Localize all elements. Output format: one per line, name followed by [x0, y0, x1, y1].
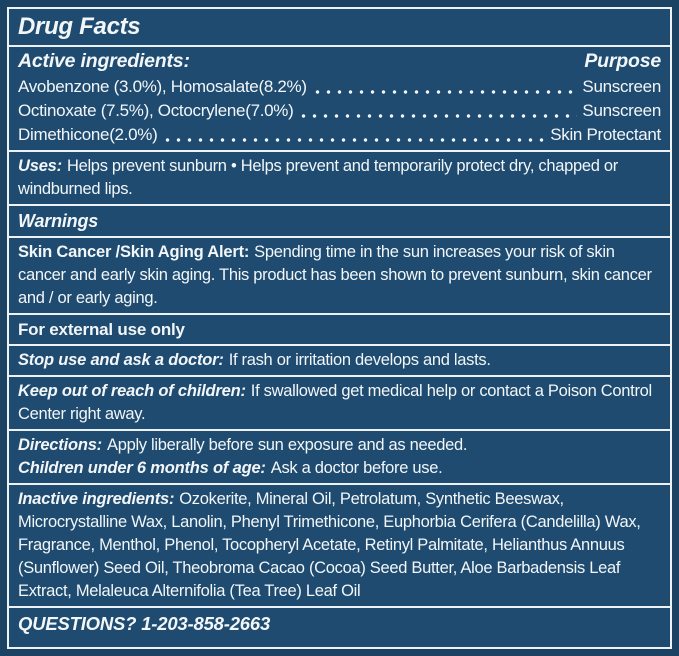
drug-facts-title: Drug Facts [18, 13, 141, 40]
ingredient-row [18, 99, 661, 123]
ingredient-purpose: Sunscreen [582, 101, 661, 120]
dot-leader [312, 75, 578, 99]
uses-section [9, 150, 670, 204]
questions-section [9, 606, 670, 639]
active-ingredients-header [18, 50, 661, 73]
inactive-ingredients-section [9, 483, 670, 606]
ingredient-purpose: Skin Protectant [550, 125, 661, 144]
stop-use-label: Stop use and ask a doctor: [18, 351, 224, 369]
drug-facts-panel [7, 7, 672, 649]
warnings-header: Warnings [18, 211, 99, 231]
keep-out-text: If swallowed get medical help or contact a Poison Control Center right away. [18, 382, 652, 423]
keep-out-label: Keep out of reach of children: [18, 382, 246, 400]
children-label: Children under 6 months of age: [18, 459, 266, 477]
ingredient-row [18, 75, 661, 99]
dot-leader [298, 99, 577, 123]
skin-alert-section [9, 236, 670, 313]
external-use-section [9, 313, 670, 344]
stop-use-section [9, 344, 670, 375]
uses-label: Uses: [18, 157, 62, 175]
ingredient-purpose: Sunscreen [582, 77, 661, 96]
dot-leader [162, 123, 545, 147]
inactive-ingredients-label: Inactive ingredients: [18, 490, 175, 508]
ingredient-name: Dimethicone(2.0%) [18, 125, 158, 144]
directions-text: Apply liberally before sun exposure and as needed. [106, 436, 468, 454]
ingredient-name: Octinoxate (7.5%), Octocrylene(7.0%) [18, 101, 294, 120]
skin-alert-text: Spending time in the sun increases your risk of skin cancer and early skin aging. This product has been shown to prevent sunburn, skin cancer and / or early aging. [18, 243, 652, 307]
directions-label: Directions: [18, 436, 102, 454]
keep-out-section [9, 375, 670, 429]
external-use-header: For external use only [18, 320, 185, 339]
directions-section [9, 429, 670, 483]
uses-text: Helps prevent sunburn • Helps prevent and temporarily protect dry, chapped or windburned lips. [18, 157, 618, 198]
inactive-ingredients-text: Ozokerite, Mineral Oil, Petrolatum, Synthetic Beeswax, Microcrystalline Wax, Lanolin, Phenyl Trimethicone, Euphorbia Cerifera (Candelilla) Wax, Fragrance, Menthol, Phenol, Tocopheryl Acetate, Retinyl Palmitate, Helianthus Annuus (Sunflower) Seed Oil, Theobroma Cacao (Cocoa) Seed Butter, Aloe Barbadensis Leaf Extract, Melaleuca Alternifolia (Tea Tree) Leaf Oil [18, 490, 641, 600]
skin-alert-label: Skin Cancer /Skin Aging Alert: [18, 243, 250, 261]
questions-phone: QUESTIONS? 1-203-858-2663 [18, 613, 271, 634]
children-text: Ask a doctor before use. [270, 459, 443, 477]
ingredient-name: Avobenzone (3.0%), Homosalate(8.2%) [18, 77, 307, 96]
active-ingredients-label: Active ingredients: [18, 50, 190, 72]
ingredient-row [18, 123, 661, 147]
stop-use-text: If rash or irritation develops and lasts. [228, 351, 491, 369]
active-ingredients-section [9, 45, 670, 150]
warnings-header-section [9, 204, 670, 236]
purpose-column-label: Purpose [584, 50, 661, 72]
